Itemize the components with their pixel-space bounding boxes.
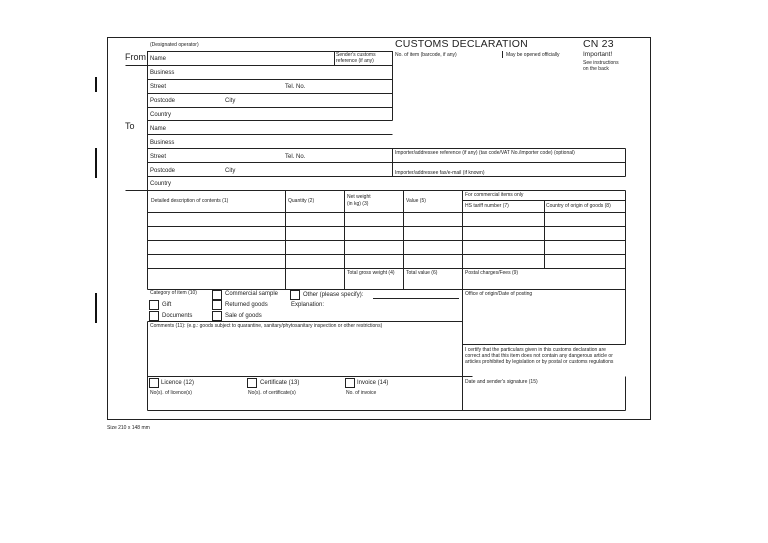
licence-number-field[interactable]: No(s). of licence(s) xyxy=(150,390,192,396)
commercial-sample-checkbox[interactable] xyxy=(212,290,222,300)
item-number-label: No. of item (barcode, if any) xyxy=(395,52,457,58)
from-country-field[interactable]: Country xyxy=(150,112,172,118)
explanation-label: Explanation: xyxy=(291,302,325,308)
from-street-field[interactable]: Street xyxy=(150,84,167,90)
importer-fax-email-field[interactable]: Importer/addressee fax/e-mail (if known) xyxy=(395,170,485,176)
certification-text: I certify that the particulars given in this customs declaration are correct and that this item does not contain any dangerous article or articles prohibited by legislation or by postal or customs regulations xyxy=(465,347,614,365)
documents-checkbox[interactable] xyxy=(149,311,159,321)
punch-mark xyxy=(95,293,97,323)
sale-of-goods-label: Sale of goods xyxy=(225,313,262,319)
from-label: From xyxy=(125,52,146,62)
gift-label: Gift xyxy=(162,302,172,308)
certificate-label: Certificate (13) xyxy=(260,380,300,386)
from-city-field[interactable]: City xyxy=(225,98,236,104)
size-note: Size 210 x 148 mm xyxy=(107,425,150,431)
to-tel-field[interactable]: Tel. No. xyxy=(285,154,306,160)
punch-mark xyxy=(95,77,97,92)
net-weight-header-2: (in kg) (3) xyxy=(347,201,369,207)
to-business-field[interactable]: Business xyxy=(150,140,175,146)
invoice-label: Invoice (14) xyxy=(357,380,389,386)
to-name-field[interactable]: Name xyxy=(150,126,167,132)
punch-mark xyxy=(95,148,97,178)
postal-charges-label: Postal charges/Fees (9) xyxy=(465,270,519,276)
certificate-checkbox[interactable] xyxy=(247,378,257,388)
total-gross-weight-label: Total gross weight (4) xyxy=(347,270,395,276)
licence-checkbox[interactable] xyxy=(149,378,159,388)
office-of-origin-label: Office of origin/Date of posting xyxy=(465,291,533,297)
on-the-back-text: on the back xyxy=(583,66,609,72)
total-value-label: Total value (6) xyxy=(406,270,438,276)
designated-operator-label: (Designated operator) xyxy=(150,42,199,48)
certificate-number-field[interactable]: No(s). of certificate(s) xyxy=(248,390,296,396)
form-code: CN 23 xyxy=(583,38,614,50)
gift-checkbox[interactable] xyxy=(149,300,159,310)
commercial-only-header: For commercial items only xyxy=(465,192,524,198)
returned-goods-checkbox[interactable] xyxy=(212,300,222,310)
from-tel-field[interactable]: Tel. No. xyxy=(285,84,306,90)
senders-reference-label-2: reference (if any) xyxy=(336,58,374,64)
important-label: Important! xyxy=(583,51,613,58)
other-label: Other (please specify): xyxy=(303,292,364,298)
description-header: Detailed description of contents (1) xyxy=(151,198,229,204)
country-origin-header: Country of origin of goods (8) xyxy=(546,203,611,209)
category-label: Category of item (10) xyxy=(150,290,197,296)
to-street-field[interactable]: Street xyxy=(150,154,167,160)
see-instructions-text: See instructions xyxy=(583,60,619,66)
from-business-field[interactable]: Business xyxy=(150,70,175,76)
from-name-field[interactable]: Name xyxy=(150,56,167,62)
quantity-header: Quantity (2) xyxy=(288,198,315,204)
invoice-number-field[interactable]: No. of invoice xyxy=(346,390,377,396)
importer-reference-field[interactable]: Importer/addressee reference (if any) (tax code/VAT No./importer code) (optional) xyxy=(395,150,575,156)
to-city-field[interactable]: City xyxy=(225,168,236,174)
commercial-sample-label: Commercial sample xyxy=(225,291,279,297)
comments-label: Comments (11): (e.g.: goods subject to quarantine, sanitary/phytosanitary inspection or other restrictions) xyxy=(150,323,383,329)
to-country-field[interactable]: Country xyxy=(150,181,172,187)
net-weight-header: Net weight xyxy=(347,194,371,200)
documents-label: Documents xyxy=(162,313,193,319)
to-label: To xyxy=(125,121,135,131)
form-title: CUSTOMS DECLARATION xyxy=(395,38,528,50)
may-be-opened-label: May be opened officially xyxy=(506,52,560,58)
invoice-checkbox[interactable] xyxy=(345,378,355,388)
other-checkbox[interactable] xyxy=(290,290,300,300)
to-postcode-field[interactable]: Postcode xyxy=(150,168,176,174)
hs-tariff-header: HS tariff number (7) xyxy=(465,203,509,209)
value-header: Value (5) xyxy=(406,198,426,204)
licence-label: Licence (12) xyxy=(161,380,195,386)
from-postcode-field[interactable]: Postcode xyxy=(150,98,176,104)
senders-reference-label: Sender's customs xyxy=(336,52,376,58)
signature-label: Date and sender's signature (15) xyxy=(465,379,538,385)
sale-of-goods-checkbox[interactable] xyxy=(212,311,222,321)
returned-goods-label: Returned goods xyxy=(225,302,268,308)
